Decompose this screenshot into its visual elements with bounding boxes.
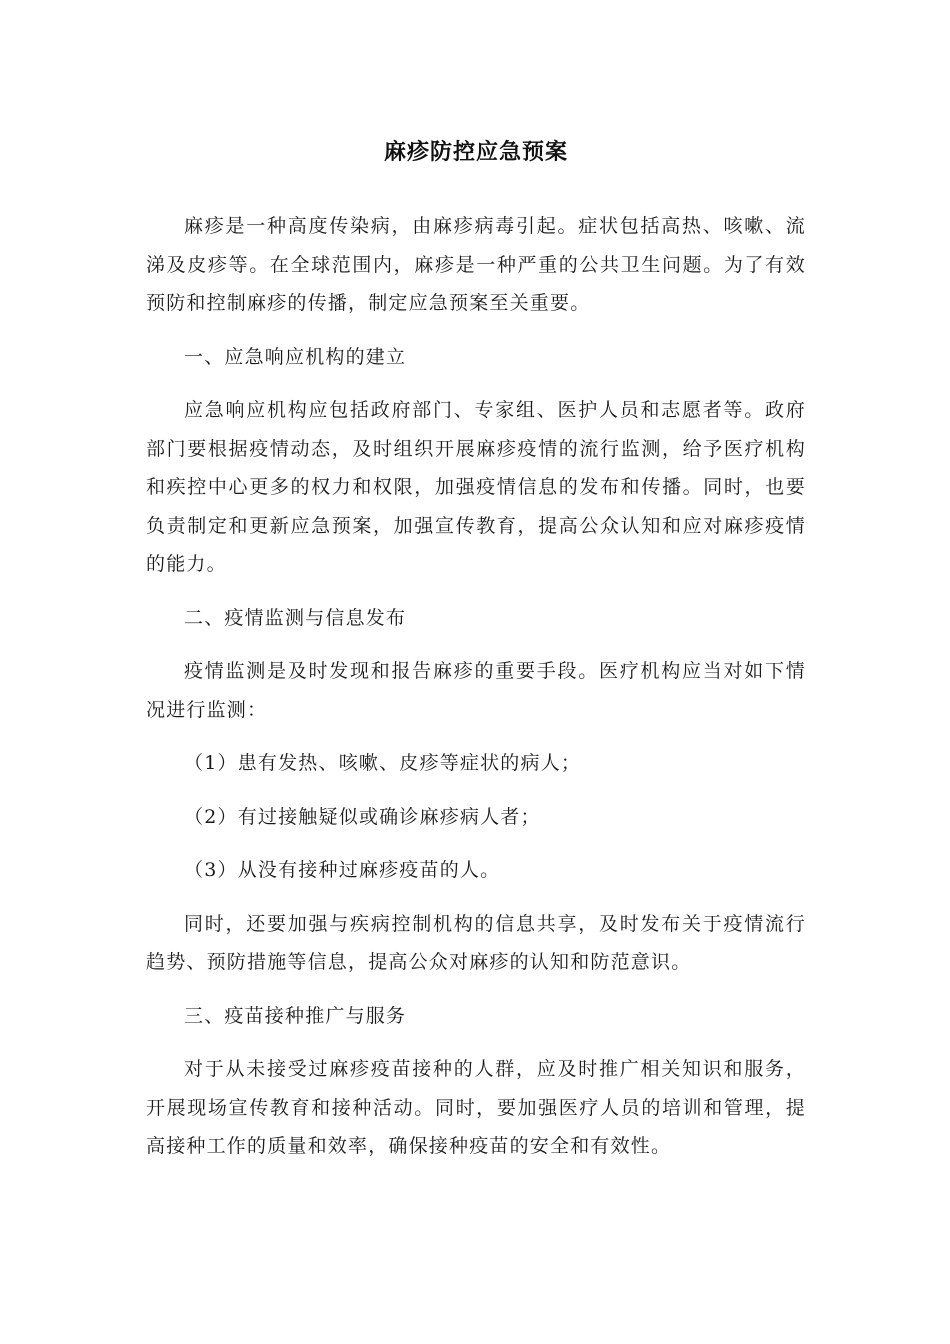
section-3-paragraph: 对于从未接受过麻疹疫苗接种的人群，应及时推广相关知识和服务，开展现场宣传教育和接种活动。同时，要加强医疗人员的培训和管理，提高接种工作的质量和效率，确保接种疫苗的安全和有效性。 [146,1058,806,1157]
list-item: （3）从没有接种过麻疹疫苗的人。 [184,859,501,881]
section-2-paragraph: 疫情监测是及时发现和报告麻疹的重要手段。医疗机构应当对如下情况进行监测： [146,660,806,721]
intro-paragraph: 麻疹是一种高度传染病，由麻疹病毒引起。症状包括高热、咳嗽、流涕及皮疹等。在全球范围内，麻疹是一种严重的公共卫生问题。为了有效预防和控制麻疹的传播，制定应急预案至关重要。 [146,215,806,314]
section-2-closing-paragraph: 同时，还要加强与疾病控制机构的信息共享，及时发布关于疫情流行趋势、预防措施等信息，提高公众对麻疹的认知和防范意识。 [146,912,806,973]
document-content [146,133,806,1181]
section-3-heading: 三、疫苗接种推广与服务 [184,1004,407,1027]
section-1-paragraph: 应急响应机构应包括政府部门、专家组、医护人员和志愿者等。政府部门要根据疫情动态，及时组织开展麻疹疫情的流行监测，给予医疗机构和疾控中心更多的权力和权限，加强疫情信息的发布和传播。同时，也要负责制定和更新应急预案，加强宣传教育，提高公众认知和应对麻疹疫情的能力。 [146,399,806,575]
section-2-heading: 二、疫情监测与信息发布 [184,606,407,629]
list-item: （2）有过接触疑似或确诊麻疹病人者； [184,805,541,828]
list-item: （1）患有发热、咳嗽、皮疹等症状的病人； [184,752,582,774]
document-title: 麻疹防控应急预案 [383,140,568,165]
section-1-heading: 一、应急响应机构的建立 [184,345,407,368]
